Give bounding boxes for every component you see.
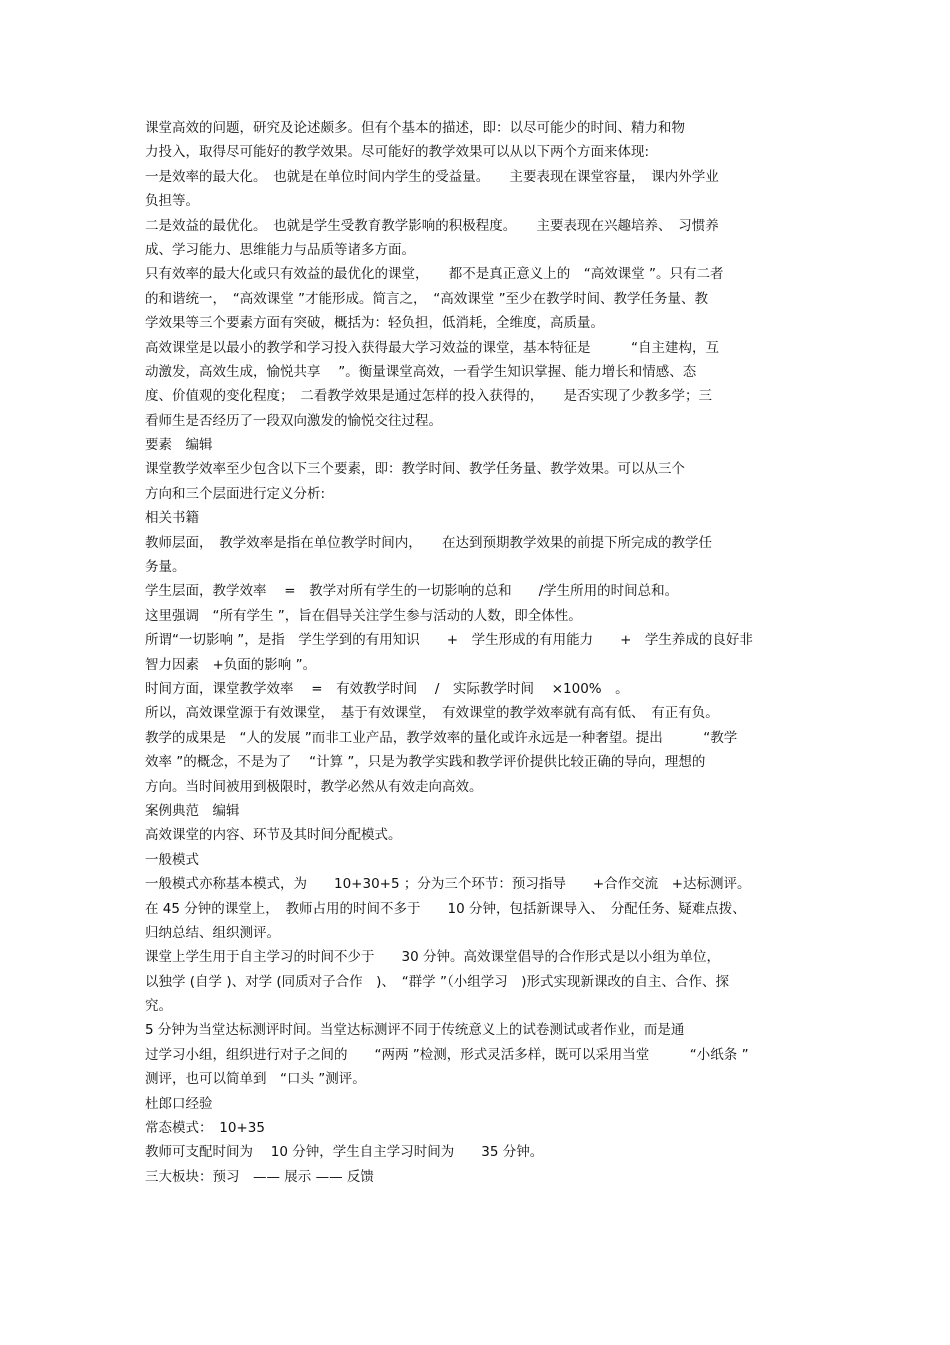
text-line: 务量。 [145,559,186,576]
text-line: 课堂教学效率至少包含以下三个要素，即：教学时间、教学任务量、教学效果。可以从三个 [145,461,685,478]
text-line: 度、价值观的变化程度； 二看教学效果是通过怎样的投入获得的， 是否实现了少教多学；三 [145,388,712,405]
text-line: 一是效率的最大化。 也就是在单位时间内学生的受益量。 主要表现在课堂容量， 课内外学业 [145,168,719,185]
text-line: 学效果等三个要素方面有突破，概括为：轻负担，低消耗，全维度，高质量。 [145,315,604,332]
text-line: 常态模式： 10+35 [145,1120,265,1137]
text-line: 教师层面， 教学效率是指在单位教学时间内， 在达到预期教学效果的前提下所完成的教学任 [145,534,712,551]
text-line: 智力因素 +负面的影响 ”。 [145,656,317,673]
text-line: 动激发，高效生成，愉悦共享 ”。衡量课堂高效，一看学生知识掌握、能力增长和情感、态 [145,363,697,380]
text-line: 过学习小组，组织进行对子之间的 “两两 ”检测，形式灵活多样，既可以采用当堂 “小纸条 ” [145,1046,749,1063]
text-line: 杜郎口经验 [145,1095,213,1112]
text-line: 教师可支配时间为 10 分钟，学生自主学习时间为 35 分钟。 [145,1144,544,1161]
text-line: 方向和三个层面进行定义分析: [145,485,326,502]
text-line: 高效课堂的内容、环节及其时间分配模式。 [145,827,402,844]
text-line: 以独学 (自学 )、对学 (同质对子合作 )、 “群学 ”（小组学习 )形式实现新课改的自主、合作、探 [145,973,729,990]
text-line: 课堂上学生用于自主学习的时间不少于 30 分钟。高效课堂倡导的合作形式是以小组为单位， [145,949,720,966]
text-line: 高效课堂是以最小的教学和学习投入获得最大学习效益的课堂，基本特征是 “自主建构，互 [145,339,719,356]
text-line: 教学的成果是 “人的发展 ”而非工业产品，教学效率的量化或许永远是一种奢望。提出 “教学 [145,729,738,746]
text-line: 所以，高效课堂源于有效课堂， 基于有效课堂， 有效课堂的教学效率就有高有低、 有正有负。 [145,705,719,722]
text-line: 归纳总结、组织测评。 [145,924,280,941]
text-line: 的和谐统一， “高效课堂 ”才能形成。简言之， “高效课堂 ”至少在教学时间、教学任务量、教 [145,290,709,307]
document-body [145,116,815,1189]
text-line: 5 分钟为当堂达标测评时间。当堂达标测评不同于传统意义上的试卷测试或者作业，而是通 [145,1022,685,1039]
text-line: 成、学习能力、思维能力与品质等诸多方面。 [145,241,415,258]
text-line: 案例典范 编辑 [145,802,240,819]
text-line: 在 45 分钟的课堂上， 教师占用的时间不多于 10 分钟，包括新课导入、 分配任务、疑难点拨、 [145,900,746,917]
text-line: 这里强调 “所有学生 ”，旨在倡导关注学生参与活动的人数，即全体性。 [145,607,582,624]
text-line: 方向。当时间被用到极限时，教学必然从有效走向高效。 [145,778,483,795]
text-line: 只有效率的最大化或只有效益的最优化的课堂， 都不是真正意义上的 “高效课堂 ”。只有二者 [145,266,724,283]
text-line: 看师生是否经历了一段双向激发的愉悦交往过程。 [145,412,442,429]
text-line: 一般模式亦称基本模式，为 10+30+5 ；分为三个环节：预习指导 +合作交流 +达标测评。 [145,876,751,893]
text-line: 负担等。 [145,193,199,210]
text-line: 要素 编辑 [145,437,213,454]
text-line: 学生层面，教学效率 = 教学对所有学生的一切影响的总和 /学生所用的时间总和。 [145,583,679,600]
text-line: 力投入，取得尽可能好的教学效果。尽可能好的教学效果可以从以下两个方面来体现: [145,144,650,161]
text-line: 课堂高效的问题，研究及论述颇多。但有个基本的描述，即：以尽可能少的时间、精力和物 [145,120,685,136]
text-line: 效率 ”的概念，不是为了 “计算 ”，只是为教学实践和教学评价提供比较正确的导向，理想的 [145,754,706,771]
text-line: 测评，也可以简单到 “口头 ”测评。 [145,1071,366,1088]
text-line: 相关书籍 [145,510,199,527]
text-line: 所谓“一切影响 ”，是指 学生学到的有用知识 + 学生形成的有用能力 + 学生养成的良好非 [145,632,753,649]
text-line: 时间方面，课堂教学效率 = 有效教学时间 / 实际教学时间 ×100% 。 [145,680,629,697]
text-line: 三大板块：预习 —— 展示 —— 反馈 [145,1168,374,1185]
text-line: 二是效益的最优化。 也就是学生受教育教学影响的积极程度。 主要表现在兴趣培养、 习惯养 [145,217,719,234]
text-line: 究。 [145,998,172,1015]
text-line: 一般模式 [145,851,199,868]
